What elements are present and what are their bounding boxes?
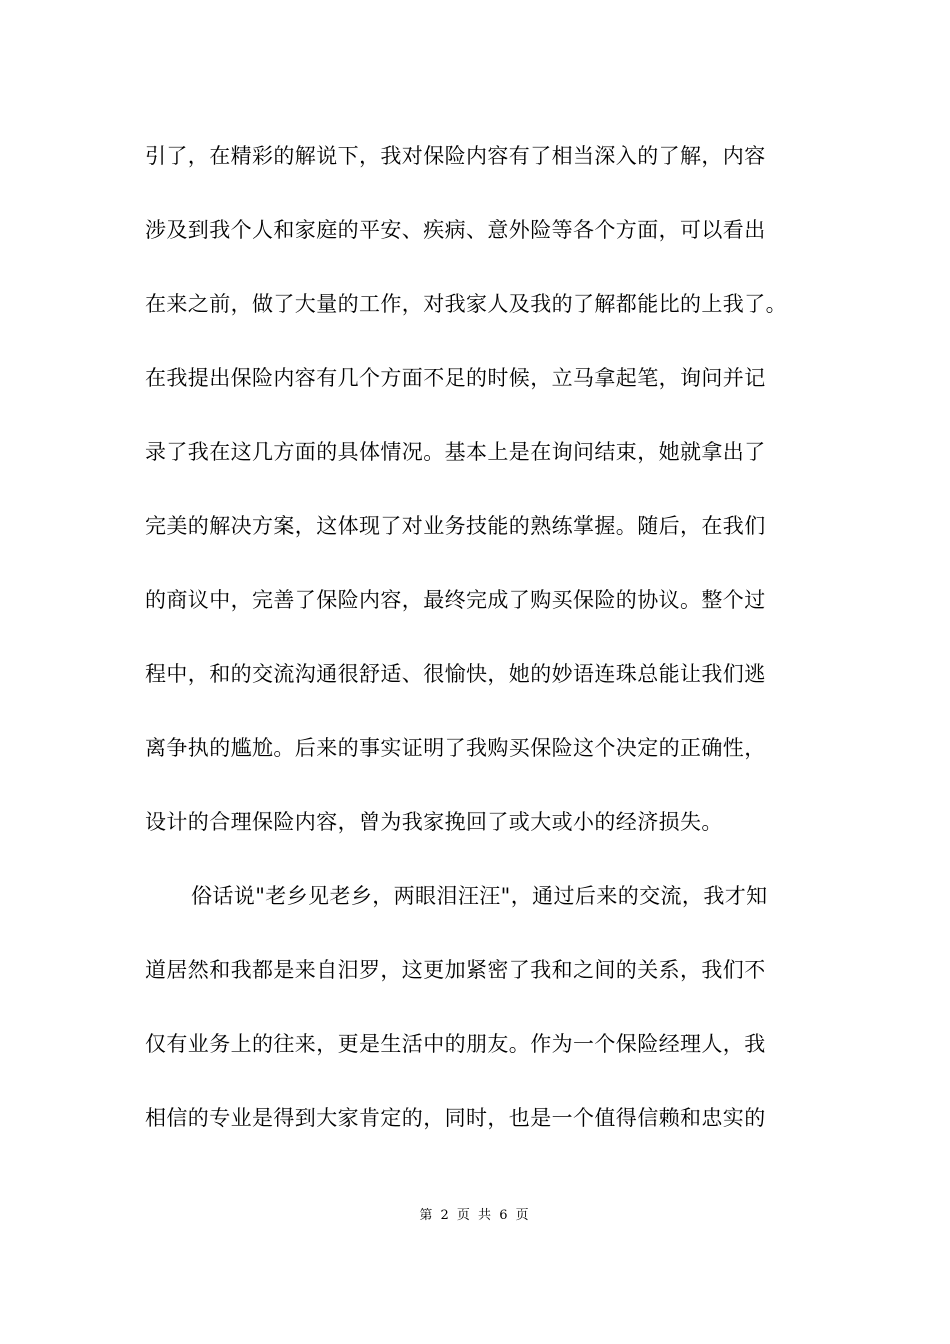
text-line: 程中，和的交流沟通很舒适、很愉快，她的妙语连珠总能让我们逃: [145, 662, 766, 686]
text-line: 引了，在精彩的解说下，我对保险内容有了相当深入的了解，内容: [145, 144, 766, 168]
text-line: 设计的合理保险内容，曾为我家挽回了或大或小的经济损失。: [145, 810, 723, 834]
footer-middle: 页 共: [456, 1208, 494, 1223]
footer-current-page: 2: [440, 1208, 451, 1223]
text-line: 完美的解决方案，这体现了对业务技能的熟练掌握。随后，在我们: [145, 514, 766, 538]
paragraph-start-line: 俗话说"老乡见老乡，两眼泪汪汪"，通过后来的交流，我才知: [191, 884, 768, 908]
footer-suffix: 页: [515, 1208, 531, 1223]
page-footer: [0, 1204, 950, 1223]
text-line: 涉及到我个人和家庭的平安、疾病、意外险等各个方面，可以看出: [145, 218, 766, 242]
text-line: 在来之前，做了大量的工作，对我家人及我的了解都能比的上我了。: [145, 292, 787, 316]
text-line: 离争执的尴尬。后来的事实证明了我购买保险这个决定的正确性，: [145, 736, 766, 760]
text-line: 录了我在这几方面的具体情况。基本上是在询问结束，她就拿出了: [145, 440, 766, 464]
text-line: 仅有业务上的往来，更是生活中的朋友。作为一个保险经理人，我: [145, 1032, 766, 1056]
text-line: 相信的专业是得到大家肯定的，同时，也是一个值得信赖和忠实的: [145, 1106, 766, 1130]
text-line: 的商议中，完善了保险内容，最终完成了购买保险的协议。整个过: [145, 588, 766, 612]
text-line: 道居然和我都是来自汨罗，这更加紧密了我和之间的关系，我们不: [145, 958, 766, 982]
footer-total-pages: 6: [499, 1208, 510, 1223]
text-line: 在我提出保险内容有几个方面不足的时候，立马拿起笔，询问并记: [145, 366, 766, 390]
footer-prefix: 第: [419, 1208, 435, 1223]
body-text: [145, 134, 825, 1170]
